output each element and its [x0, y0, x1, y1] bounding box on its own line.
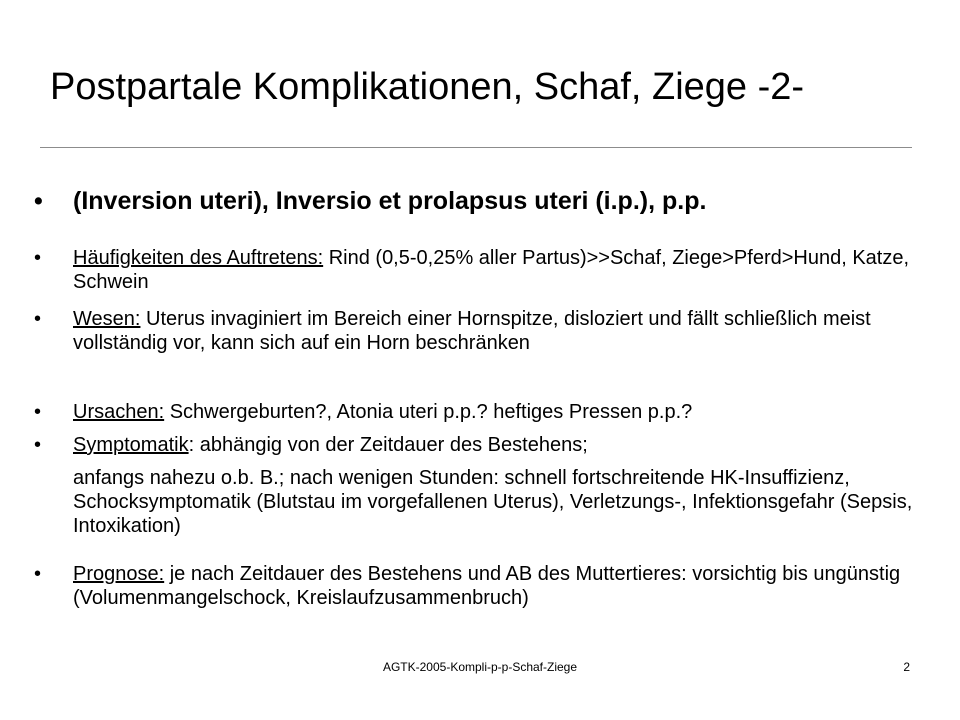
lead-text: (Inversion uteri), Inversio et prolapsus uteri (i.p.), p.p. — [73, 187, 707, 215]
bullet-symptoms-label: Symptomatik — [73, 434, 189, 456]
bullet-frequency-body: Rind (0,5-0,25% aller Partus)>>Schaf, Ziege>Pferd>Hund, Katze, Schwein — [73, 247, 910, 293]
bullet-dot-icon: • — [34, 247, 42, 269]
lead-bullet — [34, 186, 914, 216]
bullet-symptoms-text — [73, 433, 914, 457]
bullet-prognosis-label: Prognose: — [73, 563, 165, 585]
bullet-frequency — [34, 246, 914, 294]
bullet-prognosis-body: je nach Zeitdauer des Bestehens und AB des Muttertieres: vorsichtig bis ungünstig (Volumenmangelschock, Kreislaufzusammenbruch) — [73, 563, 901, 609]
footer-text: AGTK-2005-Kompli-p-p-Schaf-Ziege — [382, 660, 578, 674]
bullet-nature-body: Uterus invaginiert im Bereich einer Hornspitze, disloziert und fällt schließlich meist vollständig vor, kann sich auf ein Horn beschränken — [73, 308, 871, 354]
bullet-prognosis — [34, 562, 914, 610]
bullet-prognosis-text — [73, 562, 914, 610]
bullet-causes — [34, 400, 914, 424]
bullet-symptoms-body: : abhängig von der Zeitdauer des Bestehens; — [188, 434, 588, 456]
title-divider — [40, 147, 912, 148]
bullet-causes-text — [73, 400, 914, 424]
bullet-symptoms — [34, 433, 914, 457]
bullet-nature — [34, 307, 914, 355]
bullet-frequency-text — [73, 246, 914, 294]
bullet-nature-text — [73, 307, 914, 355]
symptoms-continuation: anfangs nahezu o.b. B.; nach wenigen Stunden: schnell fortschreitende HK-Insuffizienz, Schocksymptomatik (Blutstau im vorgefallenen Uterus), Verletzungs-, Infektionsgefahr (Sepsis, Intoxikation) — [73, 467, 913, 537]
bullet-frequency-label: Häufigkeiten des Auftretens: — [73, 247, 324, 269]
bullet-dot-icon: • — [34, 434, 42, 456]
bullet-dot-icon: • — [34, 563, 42, 585]
bullet-causes-label: Ursachen: — [73, 401, 165, 423]
bullet-dot-icon: • — [34, 308, 42, 330]
bullet-causes-body: Schwergeburten?, Atonia uteri p.p.? heftiges Pressen p.p.? — [164, 401, 693, 423]
bullet-dot-icon: • — [34, 401, 42, 423]
bullet-nature-label: Wesen: — [73, 308, 141, 330]
page-number: 2 — [903, 660, 910, 674]
slide-title: Postpartale Komplikationen, Schaf, Ziege -2- — [50, 66, 805, 108]
bullet-dot-icon: • — [34, 187, 43, 215]
